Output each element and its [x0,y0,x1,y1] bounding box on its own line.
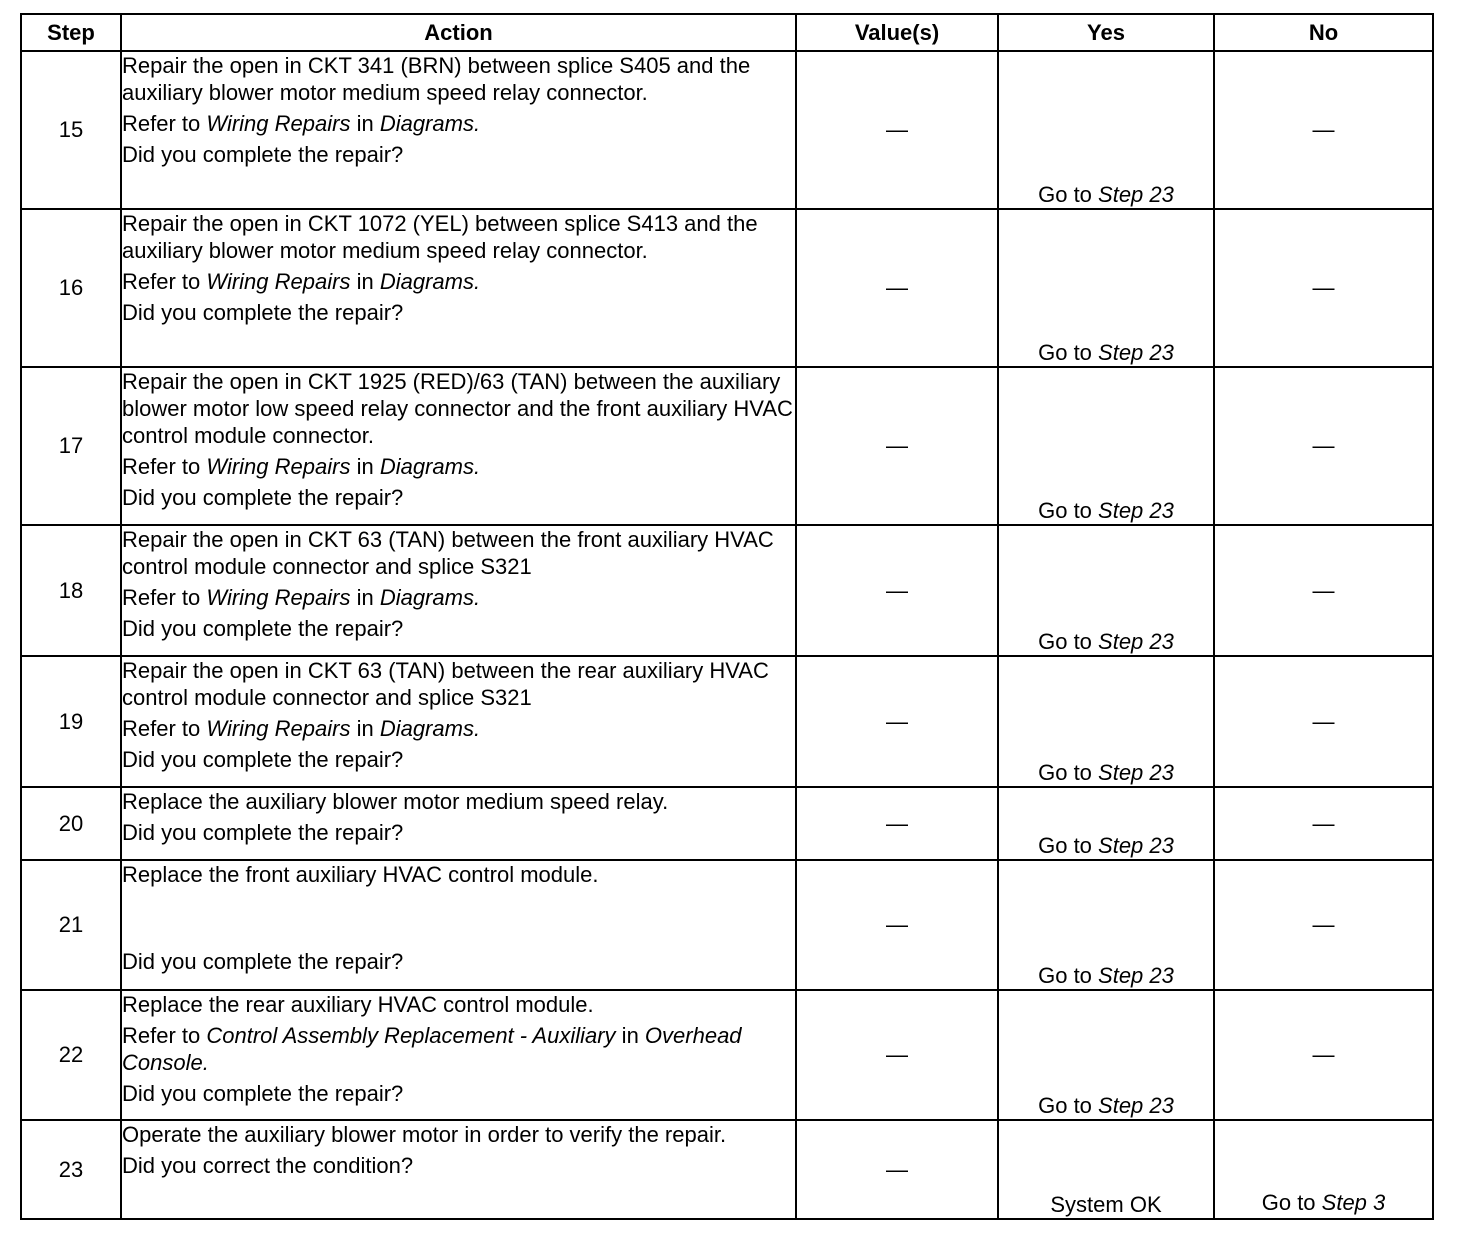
no-cell: — [1214,367,1433,525]
action-text: Repair the open in CKT 63 (TAN) between the rear auxiliary HVAC control module connector and splice S321 [122,658,769,710]
action-text: Repair the open in CKT 63 (TAN) between the front auxiliary HVAC control module connector and splice S321 [122,527,774,579]
table-row [21,367,1433,525]
value-cell: — [796,990,998,1120]
step-number: 20 [21,787,121,860]
step-number: 22 [21,990,121,1120]
action-cell [121,367,796,525]
header-step: Step [21,14,121,51]
no-cell: — [1214,787,1433,860]
table-row [21,525,1433,656]
yes-cell: Go to Step 23 [998,209,1214,367]
action-reference: Refer to Wiring Repairs in Diagrams. [122,716,481,741]
table-row [21,787,1433,860]
action-question: Did you complete the repair? [122,1081,404,1106]
step-number: 16 [21,209,121,367]
value-cell: — [796,367,998,525]
header-action: Action [121,14,796,51]
action-question: Did you complete the repair? [122,820,404,845]
no-cell: — [1214,209,1433,367]
value-cell: — [796,525,998,656]
action-cell [121,990,796,1120]
value-cell: — [796,209,998,367]
action-question: Did you complete the repair? [122,747,404,772]
action-text: Repair the open in CKT 1072 (YEL) between splice S413 and the auxiliary blower motor medium speed relay connector. [122,211,758,263]
action-reference: Refer to Wiring Repairs in Diagrams. [122,454,481,479]
action-question: Did you complete the repair? [122,949,404,974]
no-cell: — [1214,656,1433,787]
step-number: 23 [21,1120,121,1219]
action-question: Did you complete the repair? [122,485,404,510]
value-cell: — [796,860,998,990]
header-values: Value(s) [796,14,998,51]
action-cell [121,787,796,860]
yes-cell: Go to Step 23 [998,51,1214,209]
yes-cell: Go to Step 23 [998,367,1214,525]
table-row [21,656,1433,787]
action-cell [121,209,796,367]
step-number: 15 [21,51,121,209]
action-cell [121,51,796,209]
action-text: Replace the auxiliary blower motor medium speed relay. [122,789,669,814]
yes-cell: Go to Step 23 [998,990,1214,1120]
no-cell: — [1214,525,1433,656]
value-cell: — [796,1120,998,1219]
diagnostic-table [20,13,1434,1220]
value-cell: — [796,51,998,209]
yes-cell: Go to Step 23 [998,656,1214,787]
action-cell [121,656,796,787]
yes-cell: Go to Step 23 [998,860,1214,990]
action-text: Replace the front auxiliary HVAC control module. [122,862,599,887]
step-number: 19 [21,656,121,787]
yes-cell: Go to Step 23 [998,787,1214,860]
no-cell: — [1214,990,1433,1120]
table-row [21,209,1433,367]
no-cell: — [1214,860,1433,990]
action-question: Did you complete the repair? [122,616,404,641]
action-text: Replace the rear auxiliary HVAC control module. [122,992,594,1017]
action-reference: Refer to Control Assembly Replacement - Auxiliary in Overhead Console. [122,1023,742,1075]
action-reference: Refer to Wiring Repairs in Diagrams. [122,111,481,136]
table-row [21,51,1433,209]
action-question: Did you complete the repair? [122,142,404,167]
header-no: No [1214,14,1433,51]
header-row [21,14,1433,51]
action-cell [121,860,796,990]
step-number: 17 [21,367,121,525]
table-row [21,1120,1433,1219]
action-text: Operate the auxiliary blower motor in order to verify the repair. [122,1122,727,1147]
no-cell: Go to Step 3 [1214,1120,1433,1219]
value-cell: — [796,787,998,860]
action-text: Repair the open in CKT 341 (BRN) between splice S405 and the auxiliary blower motor medium speed relay connector. [122,53,751,105]
action-reference: Refer to Wiring Repairs in Diagrams. [122,585,481,610]
table-row [21,860,1433,990]
step-number: 21 [21,860,121,990]
action-reference: Refer to Wiring Repairs in Diagrams. [122,269,481,294]
action-question: Did you correct the condition? [122,1153,414,1178]
step-number: 18 [21,525,121,656]
table-row [21,990,1433,1120]
no-cell: — [1214,51,1433,209]
yes-cell: System OK [998,1120,1214,1219]
action-cell [121,525,796,656]
action-question: Did you complete the repair? [122,300,404,325]
action-cell [121,1120,796,1219]
value-cell: — [796,656,998,787]
header-yes: Yes [998,14,1214,51]
action-text: Repair the open in CKT 1925 (RED)/63 (TAN) between the auxiliary blower motor low speed relay connector and the front auxiliary HVAC control module connector. [122,369,793,448]
yes-cell: Go to Step 23 [998,525,1214,656]
